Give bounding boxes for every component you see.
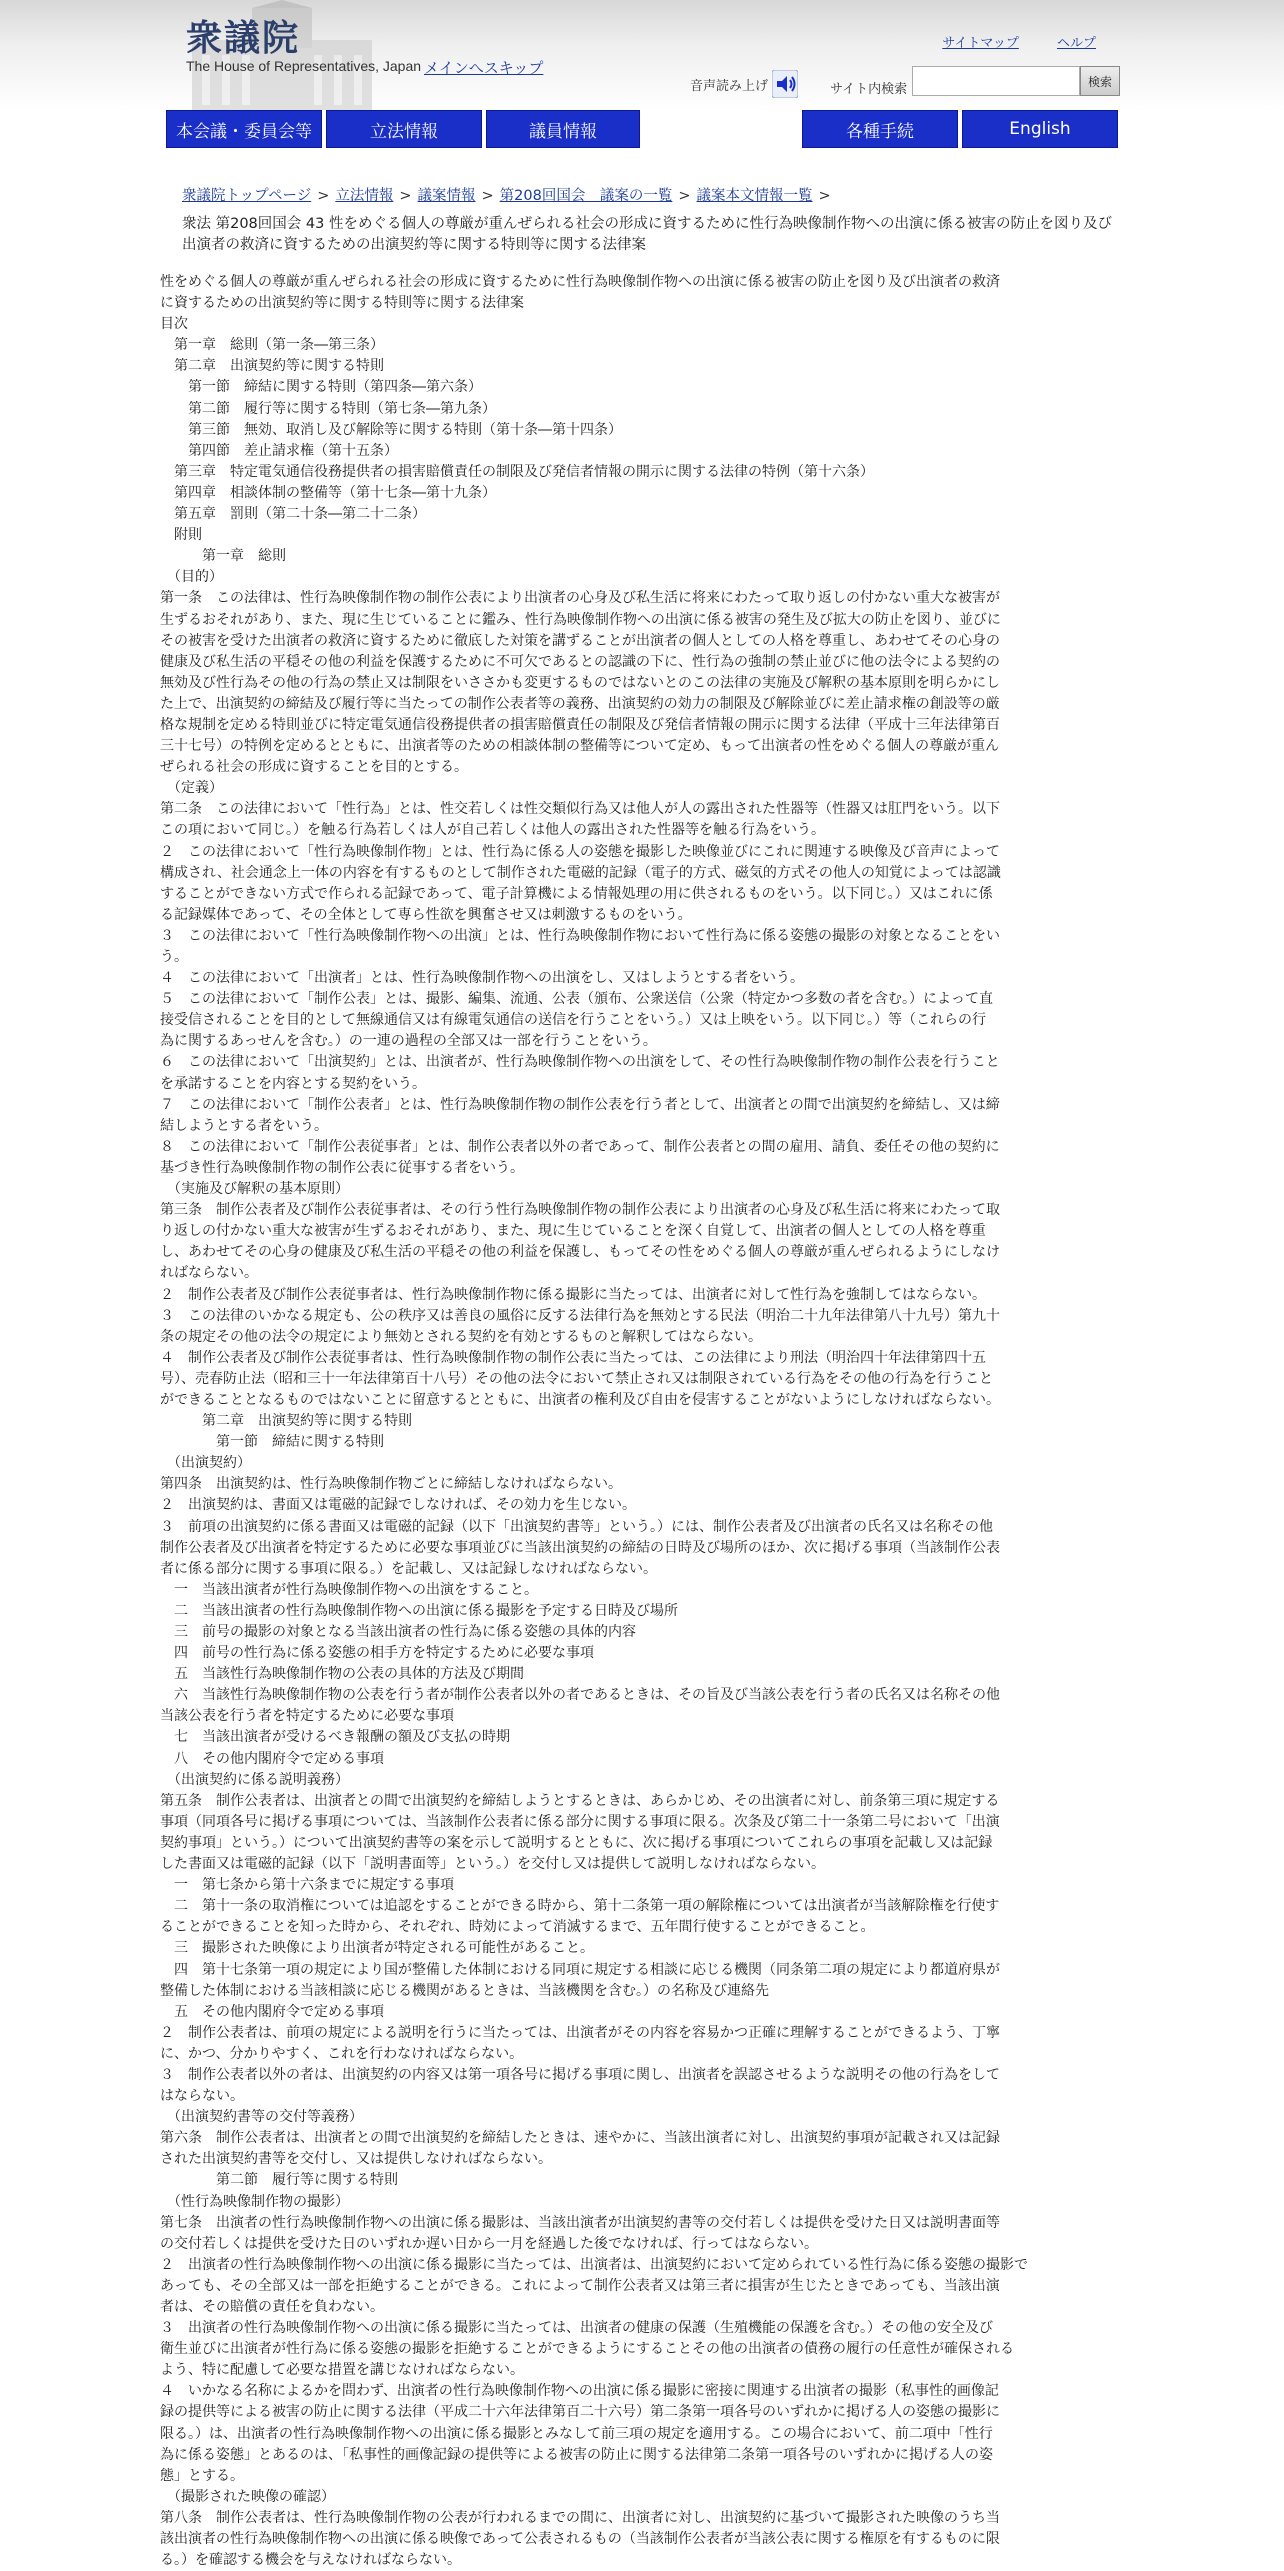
body-line: 附則 (160, 527, 202, 544)
body-line: ３ 出演者の性行為映像制作物への出演に係る撮影に当たっては、出演者の健康の保護（生殖機能の保護を含む。）その他の安全及び (160, 2320, 993, 2337)
body-line: る。）を確認する機会を与えなければならない。 (160, 2552, 461, 2569)
body-line: の交付若しくは提供を受けた日のいずれか遅い日から一月を経過した後でなければ、行ってはならない。 (160, 2235, 818, 2252)
body-line: ３ 前項の出演契約に係る書面又は電磁的記録（以下「出演契約書等」という。）には、制作公表者及び出演者の氏名又は名称その他 (160, 1518, 993, 1535)
body-line: 録の提供等による被害の防止に関する法律（平成二十六年法律第百二十六号）第二条第一項各号のいずれかに掲げる人の姿態の撮影に (160, 2404, 1000, 2421)
body-line: あっても、その全部又は一部を拒絶することができる。これによって制作公表者又は第三者に損害が生じたときであっても、当該出演 (160, 2277, 1000, 2294)
body-line: 三 前号の撮影の対象となる当該出演者の性行為に係る姿態の具体的内容 (160, 1624, 636, 1640)
breadcrumb-bill-texts[interactable]: 議案本文情報一覧 (696, 188, 813, 204)
body-line: 健康及び私生活の平穏その他の利益を保護するために不可欠であるとの認識の下に、性行為の強制の禁止並びに他の法令による契約の (160, 653, 1000, 670)
body-line: 格な規制を定める特則並びに特定電気通信役務提供者の損害賠償責任の制限及び発信者情報の開示に関する法律（平成十三年法律第百 (160, 716, 1000, 733)
body-line: 制作公表者及び出演者を特定するために必要な事項並びに当該出演契約の締結の日時及び場所のほか、次に掲げる事項（当該制作公表 (160, 1539, 1000, 1556)
body-line: 第一節 締結に関する特則（第四条―第六条） (160, 379, 482, 396)
body-line: よう、特に配慮して必要な措置を講じなければならない。 (160, 2362, 524, 2379)
body-line: 第七条 出演者の性行為映像制作物への出演に係る撮影は、当該出演者が出演契約書等の交付若しくは提供を受けた日又は説明書面等 (160, 2214, 1000, 2231)
nav-plenary-committee[interactable]: 本会議・委員会等 (166, 110, 322, 148)
body-line: （実施及び解釈の基本原則） (160, 1181, 349, 1198)
body-line: ８ この法律において「制作公表従事者」とは、制作公表者以外の者であって、制作公表者との間の雇用、請負、委任その他の契約に (160, 1138, 1000, 1155)
body-line: 一 当該出演者が性行為映像制作物への出演をすること。 (160, 1581, 538, 1598)
body-line: 性をめぐる個人の尊厳が重んぜられる社会の形成に資するために性行為映像制作物への出演に係る被害の防止を図り及び出演者の救済 (160, 274, 1000, 290)
body-line: 第四節 差止請求権（第十五条） (160, 442, 398, 459)
site-header (0, 0, 1284, 112)
body-line: 第一条 この法律は、性行為映像制作物の制作公表により出演者の心身及び私生活に将来にわたって取り返しの付かない重大な被害が (160, 590, 1000, 607)
main-nav (0, 110, 1284, 148)
breadcrumb: 衆議院トップページ > 立法情報 > 議案情報 > 第208回国会 議案の一覧 > 議案本文情報一覧 > (182, 188, 831, 204)
nav-procedures[interactable]: 各種手続 (802, 110, 958, 148)
body-line: した書面又は電磁的記録（以下「説明書面等」という。）を交付し又は提供して説明しなければならない。 (160, 1856, 825, 1873)
body-line: 二 当該出演者の性行為映像制作物への出演に係る撮影を予定する日時及び場所 (160, 1602, 678, 1619)
body-line: 契約事項」という。）について出演契約書等の案を示して説明するとともに、次に掲げる事項についてこれらの事項を記載し又は記録 (160, 1834, 993, 1851)
body-line: 五 その他内閣府令で定める事項 (160, 2003, 384, 2020)
body-line: 事項（同項各号に掲げる事項については、当該制作公表者に係る部分に関する事項に限る。次条及び第二十一条第二号において「出演 (160, 1813, 1000, 1830)
body-line: 第一章 総則 (160, 548, 286, 565)
body-line: ５ この法律において「制作公表」とは、撮影、編集、流通、公表（頒布、公衆送信（公衆（特定かつ多数の者を含む。）によって直 (160, 991, 993, 1008)
body-line: 者に係る部分に関する事項に限る。）を記載し、又は記録しなければならない。 (160, 1560, 657, 1577)
speaker-icon (772, 70, 798, 98)
body-line: し、あわせてその心身の健康及び私生活の平穏その他の利益を保護し、もってその性をめぐる個人の尊厳が重んぜられるようにしなけ (160, 1244, 1000, 1261)
body-line: ２ この法律において「性行為映像制作物」とは、性行為に係る人の姿態を撮影した映像並びにこれに関連する映像及び音声によって (160, 843, 1000, 860)
body-line: ２ 制作公表者は、前項の規定による説明を行うに当たっては、出演者がその内容を容易かつ正確に理解することができるよう、丁寧 (160, 2024, 1000, 2041)
search-button[interactable]: 検索 (1080, 66, 1120, 96)
breadcrumb-bills[interactable]: 議案情報 (417, 188, 476, 204)
body-line: その被害を受けた出演者の救済に資するために徹底した対策を講ずることが出演者の個人としての人格を尊重し、あわせてその心身の (160, 632, 1000, 649)
body-line: 二 第十一条の取消権については追認をすることができる時から、第十二条第一項の解除権については出演者が当該解除権を行使す (160, 1898, 1000, 1915)
speech-button[interactable] (690, 70, 798, 98)
body-line: 為に係る姿態」とあるのは、「私事性的画像記録の提供等による被害の防止に関する法律第二条第一項各号のいずれかに掲げる人の姿 (160, 2446, 993, 2463)
body-line: （出演契約に係る説明義務） (160, 1771, 349, 1788)
breadcrumb-bill-list[interactable]: 第208回国会 議案の一覧 (499, 188, 673, 204)
body-line: ２ 出演契約は、書面又は電磁的記録でしなければ、その効力を生じない。 (160, 1497, 636, 1514)
body-line: 該出演者の性行為映像制作物への出演に係る映像であって公表されるもの（当該制作公表者が当該公表に関する権原を有するものに限 (160, 2531, 1000, 2548)
body-line: （出演契約書等の交付等義務） (160, 2109, 363, 2126)
body-line: 目次 (160, 316, 188, 333)
body-line: 為に関するあっせんを含む。）の一連の過程の全部又は一部を行うことをいう。 (160, 1033, 657, 1050)
body-line: ればならない。 (160, 1265, 258, 1282)
body-line: ぜられる社会の形成に資することを目的とする。 (160, 759, 468, 776)
body-line: 三 撮影された映像により出演者が特定される可能性があること。 (160, 1940, 594, 1957)
body-line: ができることとなるものではないことに留意するとともに、出演者の権利及び自由を侵害することがないようにしなければならない。 (160, 1391, 1000, 1408)
body-line: ４ いかなる名称によるかを問わず、出演者の性行為映像制作物への出演に係る撮影に密接に関連する出演者の撮影（私事性的画像記 (160, 2383, 999, 2400)
body-line: 六 当該性行為映像制作物の公表を行う者が制作公表者以外の者であるときは、その旨及び当該公表を行う者の氏名又は名称その他 (160, 1687, 1000, 1704)
body-line: 第二章 出演契約等に関する特則 (160, 358, 384, 375)
body-line: （定義） (160, 780, 223, 797)
body-line: 第四条 出演契約は、性行為映像制作物ごとに締結しなければならない。 (160, 1476, 622, 1493)
body-line: 第八条 制作公表者は、性行為映像制作物の公表が行われるまでの間に、出演者に対し、出演契約に基づいて撮影された映像のうち当 (160, 2509, 1000, 2526)
body-line: 第三節 無効、取消し及び解除等に関する特則（第十条―第十四条） (160, 421, 622, 438)
body-line: 第一章 総則（第一条―第三条） (160, 337, 384, 354)
body-line: 結しようとする者をいう。 (160, 1117, 328, 1134)
body-line: 無効及び性行為その他の行為の禁止又は制限をいささかも変更するものではないとのこの法律の実施及び解釈の基本原則を明らかにし (160, 674, 1000, 691)
body-line: （出演契約） (160, 1455, 251, 1472)
body-line: することができない方式で作られる記録であって、電子計算機による情報処理の用に供されるものをいう。以下同じ。）又はこれに係 (160, 885, 993, 902)
skip-to-main-link[interactable]: メインへスキップ (424, 59, 544, 77)
body-line: された出演契約書等を交付し、又は提供しなければならない。 (160, 2151, 552, 2168)
body-line: 四 第十七条第一項の規定により国が整備した体制における同項に規定する相談に応じる機関（同条第二項の規定により都道府県が (160, 1961, 1000, 1978)
body-line: （性行為映像制作物の撮影） (160, 2193, 349, 2210)
breadcrumb-legislative[interactable]: 立法情報 (335, 188, 394, 204)
body-line: 整備した体制における当該相談に応じる機関があるときは、当該機関を含む。）の名称及び連絡先 (160, 1982, 769, 1999)
body-line: 第二条 この法律において「性行為」とは、性交若しくは性交類似行為又は他人が人の露出された性器等（性器又は肛門をいう。以下 (160, 801, 1000, 818)
sitemap-link[interactable]: サイトマップ (942, 36, 1019, 51)
body-line: ３ この法律において「性行為映像制作物への出演」とは、性行為映像制作物において性行為に係る姿態の撮影の対象となることをい (160, 927, 1000, 944)
search-input[interactable] (912, 66, 1080, 96)
body-line: （目的） (160, 569, 223, 586)
body-line: 第二節 履行等に関する特則（第七条―第九条） (160, 400, 496, 417)
site-logo-title[interactable]: 衆議院 (186, 17, 301, 59)
utility-links (908, 32, 1096, 51)
body-line: ２ 出演者の性行為映像制作物への出演に係る撮影に当たっては、出演者は、出演契約において定められている性行為に係る姿態の撮影で (160, 2256, 1028, 2273)
body-line: 限る。）は、出演者の性行為映像制作物への出演に係る撮影とみなして前三項の規定を適用する。この場合において、前二項中「性行 (160, 2425, 993, 2442)
body-line: 第五章 罰則（第二十条―第二十二条） (160, 506, 426, 523)
body-line: に資するための出演契約等に関する特則等に関する法律案 (160, 295, 524, 312)
body-line: ７ この法律において「制作公表者」とは、性行為映像制作物の制作公表を行う者として、出演者との間で出演契約を締結し、又は締 (160, 1096, 1000, 1113)
body-line: ３ 制作公表者以外の者は、出演契約の内容又は第一項各号に掲げる事項に関し、出演者を誤認させるような説明その他の行為をして (160, 2066, 1000, 2083)
body-line: 第一節 締結に関する特則 (160, 1434, 384, 1451)
body-line: 衛生並びに出演者が性行為に係る姿態の撮影を拒絶することができるようにすることその他の出演者の債務の履行の任意性が確保される (160, 2341, 1014, 2358)
body-line: う。 (160, 949, 188, 965)
body-line: ３ この法律のいかなる規定も、公の秩序又は善良の風俗に反する法律行為を無効とする民法（明治二十九年法律第八十九号）第九十 (160, 1307, 1000, 1324)
body-line: ４ この法律において「出演者」とは、性行為映像制作物への出演をし、又はしようとする者をいう。 (160, 970, 804, 987)
bill-body-text (160, 272, 1125, 2571)
body-line: 号）、売春防止法（昭和三十一年法律第百十八号）その他の法令において禁止され又は制限されている行為をその他の行為を行うこと (160, 1370, 993, 1387)
body-line: ２ 制作公表者及び制作公表従事者は、性行為映像制作物に係る撮影に当たっては、出演者に対して性行為を強制してはならない。 (160, 1286, 986, 1303)
body-line: 三十七号）の特例を定めるとともに、出演者等のための相談体制の整備等について定め、もって出演者の性をめぐる個人の尊厳が重ん (160, 738, 1000, 755)
body-line: 当該公表を行う者を特定するために必要な事項 (160, 1708, 454, 1725)
body-line: ６ この法律において「出演契約」とは、出演者が、性行為映像制作物への出演をして、その性行為映像制作物の制作公表を行うこと (160, 1054, 1000, 1071)
body-line: 第四章 相談体制の整備等（第十七条―第十九条） (160, 484, 496, 501)
body-line: 条の規定その他の法令の規定により無効とされる契約を有効とするものと解釈してはならない。 (160, 1328, 762, 1345)
body-line: この項において同じ。）を触る行為若しくは人が自己若しくは他人の露出された性器等を触る行為をいう。 (160, 822, 825, 839)
body-line: 構成され、社会通念上一体の内容を有するものとして制作された電磁的記録（電子的方式、磁気的方式その他人の知覚によっては認識 (160, 864, 1001, 881)
body-line: る記録媒体であって、その全体として専ら性欲を興奮させ又は刺激するものをいう。 (160, 906, 692, 923)
body-line: ることができることを知った時から、それぞれ、時効によって消滅するまで、五年間行使することができること。 (160, 1919, 875, 1936)
body-line: 生ずるおそれがあり、また、現に生じていることに鑑み、性行為映像制作物への出演に係る被害の発生及び拡大の防止を図り、並びに (160, 611, 1001, 628)
speech-label: 音声読み上げ (690, 78, 769, 94)
body-line: を承諾することを内容とする契約をいう。 (160, 1075, 426, 1092)
body-line: 接受信されることを目的として無線通信又は有線電気通信の送信を行うことをいう。）又は上映をいう。以下同じ。）等（これらの行 (160, 1012, 986, 1029)
body-line: た上で、出演契約の締結及び履行等に当たっての制作公表者等の義務、出演契約の効力の制限及び解除並びに差止請求権の創設等の厳 (160, 695, 1000, 712)
nav-english[interactable]: English (962, 110, 1118, 148)
body-line: 第六条 制作公表者は、出演者との間で出演契約を締結したときは、速やかに、当該出演者に対し、出演契約事項が記載され又は記録 (160, 2130, 1000, 2147)
body-line: り返しの付かない重大な被害が生ずるおそれがあり、また、現に生じていることを深く自覚して、出演者の個人としての人格を尊重 (160, 1223, 986, 1240)
body-line: 基づき性行為映像制作物の制作公表に従事する者をいう。 (160, 1159, 524, 1176)
body-line: 態」とする。 (160, 2467, 244, 2484)
site-logo-subtitle: The House of Representatives, Japan (186, 58, 422, 74)
nav-member-info[interactable]: 議員情報 (486, 110, 640, 148)
search-label: サイト内検索 (830, 82, 908, 97)
breadcrumb-top[interactable]: 衆議院トップページ (182, 188, 312, 204)
body-line: 第三条 制作公表者及び制作公表従事者は、その行う性行為映像制作物の制作公表により出演者の心身及び私生活に将来にわたって取 (160, 1202, 1000, 1219)
body-line: 第二章 出演契約等に関する特則 (160, 1413, 412, 1430)
body-line: （撮影された映像の確認） (160, 2488, 335, 2505)
body-line: 第二節 履行等に関する特則 (160, 2172, 398, 2189)
body-line: 八 その他内閣府令で定める事項 (160, 1750, 384, 1767)
body-line: に、かつ、分かりやすく、これを行わなければならない。 (160, 2045, 524, 2062)
body-line: 者は、その賠償の責任を負わない。 (160, 2299, 384, 2315)
help-link[interactable]: ヘルプ (1056, 36, 1096, 51)
body-line: はならない。 (160, 2088, 244, 2105)
body-line: ４ 制作公表者及び制作公表従事者は、性行為映像制作物の制作公表に当たっては、この法律により刑法（明治四十年法律第四十五 (160, 1349, 986, 1366)
body-line: 第三章 特定電気通信役務提供者の損害賠償責任の制限及び発信者情報の開示に関する法律の特例（第十六条） (160, 463, 874, 480)
body-line: 第五条 制作公表者は、出演者との間で出演契約を締結しようとするときは、あらかじめ、その出演者に対し、前条第三項に規定する (160, 1792, 1000, 1809)
page-title: 衆法 第208回国会 43 性をめぐる個人の尊厳が重んぜられる社会の形成に資するために性行為映像制作物への出演に係る被害の防止を図り及び出演者の救済に資するための出演契約等に関する特則等に関する法律案 (182, 216, 1112, 253)
body-line: 一 第七条から第十六条までに規定する事項 (160, 1877, 454, 1894)
body-line: 七 当該出演者が受けるべき報酬の額及び支払の時期 (160, 1729, 510, 1746)
nav-legislative-info[interactable]: 立法情報 (326, 110, 482, 148)
body-line: 五 当該性行為映像制作物の公表の具体的方法及び期間 (160, 1666, 524, 1683)
body-line: 四 前号の性行為に係る姿態の相手方を特定するために必要な事項 (160, 1645, 594, 1662)
